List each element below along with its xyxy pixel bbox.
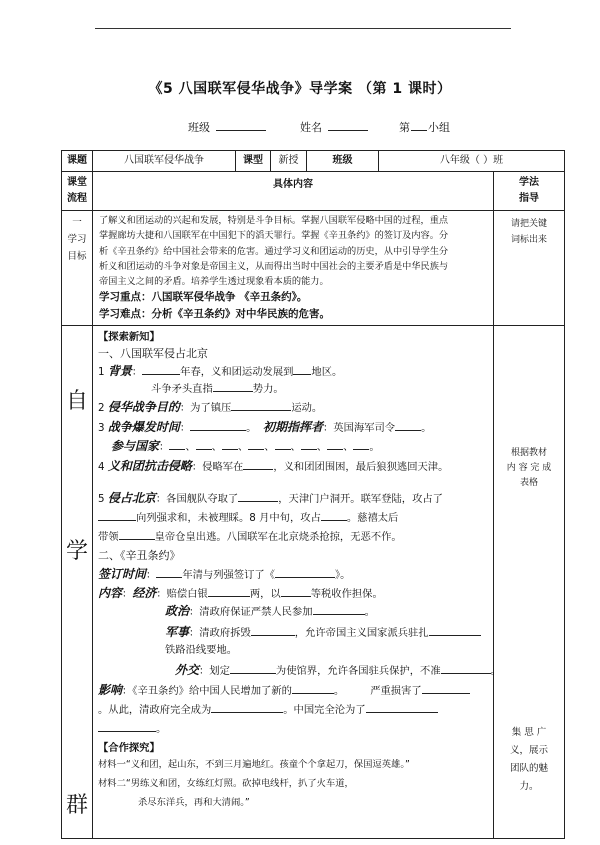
economic-label: 经济 xyxy=(132,586,157,601)
blank-country[interactable] xyxy=(353,438,369,450)
guide-a-1: 根据教材 xyxy=(510,448,547,459)
econ-end: 等税收作担保。 xyxy=(310,588,383,601)
sign-text: 年清与列强签订了《 xyxy=(182,569,275,582)
war-time-line xyxy=(98,418,490,435)
purpose-line xyxy=(98,398,490,415)
capture-text-2: ，天津门户洞开。联军登陆，攻占了 xyxy=(278,493,443,506)
name-blank[interactable] xyxy=(328,118,368,131)
purpose-label: 侵华战争目的 xyxy=(107,400,180,415)
item-number: 1 xyxy=(98,366,105,379)
group-blank[interactable] xyxy=(411,118,427,131)
impact-line-2 xyxy=(98,701,490,716)
group-field xyxy=(399,118,450,135)
resist-line xyxy=(98,457,490,474)
blank-emperor[interactable] xyxy=(119,528,155,540)
obj-line: 了解义和团运动的兴起和发展，特别是斗争目标。掌握八国联军侵略中国的过程，重点 xyxy=(99,215,449,226)
char-xue: 学 xyxy=(65,539,88,565)
bg-line2-text: 斗争矛头直指 xyxy=(151,383,213,396)
sign-line xyxy=(98,565,490,582)
topic-value: 八国联军侵华战争 xyxy=(93,151,236,172)
period: 。 xyxy=(369,441,380,454)
period: 。 xyxy=(364,606,375,619)
blank-sovereignty[interactable] xyxy=(422,682,470,694)
self-study-content xyxy=(93,326,501,839)
material-1: 材料一“义和团，起山东，不到三月遍地红。孩童个个拿起刀，保国逗英雄。” xyxy=(98,759,410,771)
group-prefix: 第 xyxy=(399,121,410,134)
blank-country[interactable] xyxy=(196,438,212,450)
blank-country[interactable] xyxy=(248,438,264,450)
blank-organization[interactable] xyxy=(313,603,365,615)
commander-text: ：英国海军司令 xyxy=(323,422,396,435)
obj-side-3: 目标 xyxy=(67,251,87,262)
sep: 、 xyxy=(185,441,196,454)
sign-end: 》。 xyxy=(334,569,351,582)
obj-side-2: 学习 xyxy=(67,234,87,245)
guide-label-2: 指导 xyxy=(519,193,539,204)
mil-text-2: ，允许帝国主义国家派兵驻扎 xyxy=(294,627,429,640)
blank-area[interactable] xyxy=(429,624,481,636)
char-qun: 群 xyxy=(65,793,88,819)
impact-label: 影响 xyxy=(98,683,123,698)
military-label: 军事 xyxy=(165,625,190,640)
dip-text-2: 为使馆界，允许各国驻兵保护，不准 xyxy=(275,665,441,678)
resist-label: 义和团抗击侵略 xyxy=(107,459,192,474)
class-value: 八年级（ ）班 xyxy=(379,151,565,172)
purpose-end: 运动。 xyxy=(291,402,323,415)
countries-line xyxy=(111,437,490,454)
guide-b-1: 集 思 广 xyxy=(511,727,547,739)
section-2-title: 二、《辛丑条约》 xyxy=(98,549,181,563)
page-title: 《5 八国联军侵华战争》导学案 （第 1 课时） xyxy=(148,81,452,97)
political-label: 政治 xyxy=(165,604,190,619)
flow-label xyxy=(62,172,93,211)
impact-line2-text: 。从此，清政府完全成为 xyxy=(98,704,212,717)
guide-a-2: 内 容 完 成 xyxy=(506,463,552,474)
blank-country[interactable] xyxy=(275,438,291,450)
obj-guide-1: 请把关键 xyxy=(510,219,547,229)
political-line xyxy=(165,602,490,619)
sep: 、 xyxy=(343,441,354,454)
blank-country[interactable] xyxy=(222,438,238,450)
countries-label: 参与国家 xyxy=(111,439,160,454)
blank-country[interactable] xyxy=(301,438,317,450)
sign-label: 签订时间 xyxy=(98,567,147,582)
impact-text-2: 严重损害了 xyxy=(370,685,422,698)
flow-label-2: 流程 xyxy=(67,193,87,204)
dip-text: ：划定 xyxy=(199,665,230,678)
period: 。 xyxy=(156,723,167,736)
bg-line2-end: 势力。 xyxy=(252,383,284,396)
period: 。 xyxy=(246,422,257,435)
impact-line2-text-2: 。中国完全沦为了 xyxy=(283,704,366,717)
sep: 、 xyxy=(237,441,249,454)
guide-a-3: 表格 xyxy=(519,478,538,489)
bg-text: 年春，义和团运动发展到 xyxy=(180,366,294,379)
sep: 、 xyxy=(211,441,222,454)
class-blank[interactable] xyxy=(216,118,266,131)
subheader-row xyxy=(62,172,565,211)
blank-war-time[interactable] xyxy=(190,419,246,431)
military-line xyxy=(165,623,490,640)
guide-label-1: 学法 xyxy=(519,177,539,188)
key-point: 学习重点：八国联军侵华战争 《辛丑条约》。 xyxy=(99,291,308,304)
colon: ： xyxy=(179,422,191,435)
class-label: 班级 xyxy=(188,121,210,134)
obj-line: 帝国主义之间的矛盾。培养学生透过现象看本质的能力。 xyxy=(99,276,329,288)
blank-forbid[interactable] xyxy=(441,662,491,674)
objectives-guide xyxy=(494,211,565,326)
blank-burden[interactable] xyxy=(292,682,334,694)
blank-legation[interactable] xyxy=(230,662,276,674)
military-line-2: 铁路沿线要地。 xyxy=(165,644,238,657)
economic-line: 内容：经济：赔偿白银 两，以 等税收作担保。 xyxy=(98,586,383,601)
sep: 、 xyxy=(290,441,301,454)
lesson-table xyxy=(61,150,565,839)
blank-fortress[interactable] xyxy=(251,624,295,636)
blank-city[interactable] xyxy=(98,509,136,521)
colon: ： xyxy=(159,441,170,454)
blank-commander[interactable] xyxy=(395,419,421,431)
flow-label-1: 课堂 xyxy=(67,177,87,188)
blank-year[interactable] xyxy=(142,363,180,375)
capture-line3-text: 皇帝仓皇出逃。八国联军在北京烧杀抢掠，无恶不作。 xyxy=(154,531,402,544)
blank-movement[interactable] xyxy=(231,399,291,411)
blank-sign-year[interactable] xyxy=(156,566,182,578)
material-2-line-2: 杀尽东洋兵，再和大清闹。” xyxy=(138,797,250,809)
header-row xyxy=(62,151,565,172)
type-value: 新授 xyxy=(271,151,307,172)
item-number: 5 xyxy=(98,493,105,506)
objectives-content xyxy=(93,211,494,326)
obj-side-1: 一 xyxy=(72,217,82,228)
pol-text: ：清政府保证严禁人民参加 xyxy=(189,606,313,619)
blank-silver[interactable] xyxy=(208,585,250,597)
guide-b-4: 力。 xyxy=(519,781,539,793)
blank-treaty[interactable] xyxy=(275,566,335,578)
capture-line-2 xyxy=(98,509,490,524)
content-label: 内容 xyxy=(98,586,123,601)
self-study-side xyxy=(62,326,93,839)
econ-text: ：赔偿白银 xyxy=(156,588,208,601)
capture-line3-start: 带领 xyxy=(98,531,119,544)
content-label: 具体内容 xyxy=(93,172,494,211)
period: 。 xyxy=(421,422,432,435)
name-field xyxy=(300,118,368,135)
blank-force[interactable] xyxy=(213,380,253,392)
difficulty-point: 学习难点：分析《辛丑条约》对中华民族的危害。 xyxy=(99,308,330,321)
purpose-text: ：为了镇压 xyxy=(179,402,232,415)
objectives-side xyxy=(62,211,93,326)
blank-society-cont[interactable] xyxy=(98,720,156,732)
blank-region[interactable] xyxy=(293,363,311,375)
group-suffix: 小组 xyxy=(428,121,450,134)
colon: ： xyxy=(131,366,143,379)
capture-line2-text: 向列强求和，未被理睬。8 月中旬，攻占 xyxy=(136,512,321,525)
section-1-title: 一、八国联军侵占北京 xyxy=(98,347,208,361)
mil-text: ：清政府拆毁 xyxy=(189,627,251,640)
blank-place[interactable] xyxy=(243,458,273,470)
period: 。 xyxy=(490,665,501,678)
sep: 、 xyxy=(316,441,328,454)
class-field xyxy=(188,118,266,135)
blank-society[interactable] xyxy=(366,701,438,713)
capture-text: ：各国舰队夺取了 xyxy=(155,493,239,506)
coop-title: 【合作探究】 xyxy=(98,742,160,755)
capture-line xyxy=(98,489,490,506)
guide-b-2: 义，展示 xyxy=(509,745,548,757)
sep: 、 xyxy=(264,441,275,454)
self-study-guide xyxy=(494,326,565,839)
bg-text-end: 地区。 xyxy=(311,366,343,379)
blank-tax[interactable] xyxy=(281,585,311,597)
blank-capital[interactable] xyxy=(321,509,347,521)
commander-label: 初期指挥者 xyxy=(263,420,324,435)
diplomatic-line xyxy=(175,661,501,678)
impact-line xyxy=(98,681,490,698)
impact-line-3 xyxy=(98,720,490,735)
war-time-label: 战争爆发时间 xyxy=(107,420,180,435)
top-rule xyxy=(95,28,511,29)
blank-fort[interactable] xyxy=(238,490,278,502)
blank-country[interactable] xyxy=(169,438,185,450)
item-number: 4 xyxy=(98,461,105,474)
item-number: 3 xyxy=(98,422,105,435)
material-2: 材料二“男练义和团，女练红灯照。砍掉电线杆，扒了火车道， xyxy=(98,778,354,790)
resist-text: ：侵略军在 xyxy=(191,461,244,474)
background-line-2 xyxy=(151,380,490,395)
name-label: 姓名 xyxy=(300,121,322,134)
impact-text: ：《辛丑条约》给中国人民增加了新的 xyxy=(122,685,292,698)
econ-text-2: 两，以 xyxy=(249,588,281,601)
objectives-row xyxy=(62,211,565,326)
obj-guide-2: 词标出来 xyxy=(510,235,547,245)
colon: ： xyxy=(146,569,157,582)
char-zi: 自 xyxy=(65,389,88,415)
guide-label xyxy=(494,172,565,211)
self-study-row xyxy=(62,326,565,839)
blank-tool[interactable] xyxy=(211,701,283,713)
type-label: 课型 xyxy=(236,151,271,172)
blank-country[interactable] xyxy=(327,438,343,450)
background-label: 背景 xyxy=(107,364,132,379)
period: 。 xyxy=(333,685,345,698)
class-label-cell: 班级 xyxy=(307,151,379,172)
resist-end: ，义和团团围困，最后狼狈逃回天津。 xyxy=(273,461,449,474)
topic-label: 课题 xyxy=(62,151,93,172)
explore-title: 【探索新知】 xyxy=(98,331,160,344)
guide-b-3: 团队的魅 xyxy=(509,763,548,775)
spacer xyxy=(344,682,370,694)
diplomatic-label: 外交 xyxy=(175,663,200,678)
obj-line: 析义和团运动的斗争对象是帝国主义，从而得出当时中国社会的主要矛盾是中华民族与 xyxy=(99,260,449,272)
item-number: 2 xyxy=(98,402,105,415)
capture-line-3 xyxy=(98,528,490,543)
obj-line: 析《辛丑条约》给中国社会带来的危害。通过学习义和团运动的历史，从中引导学生分 xyxy=(99,245,449,257)
capture-line2-end: 。慈禧太后 xyxy=(346,512,399,525)
obj-line: 掌握廊坊大捷和八国联军在中国犯下的滔天罪行。掌握《辛丑条约》的签订及内容。分 xyxy=(99,230,449,242)
background-line xyxy=(98,362,490,379)
capture-label: 侵占北京 xyxy=(107,491,156,506)
